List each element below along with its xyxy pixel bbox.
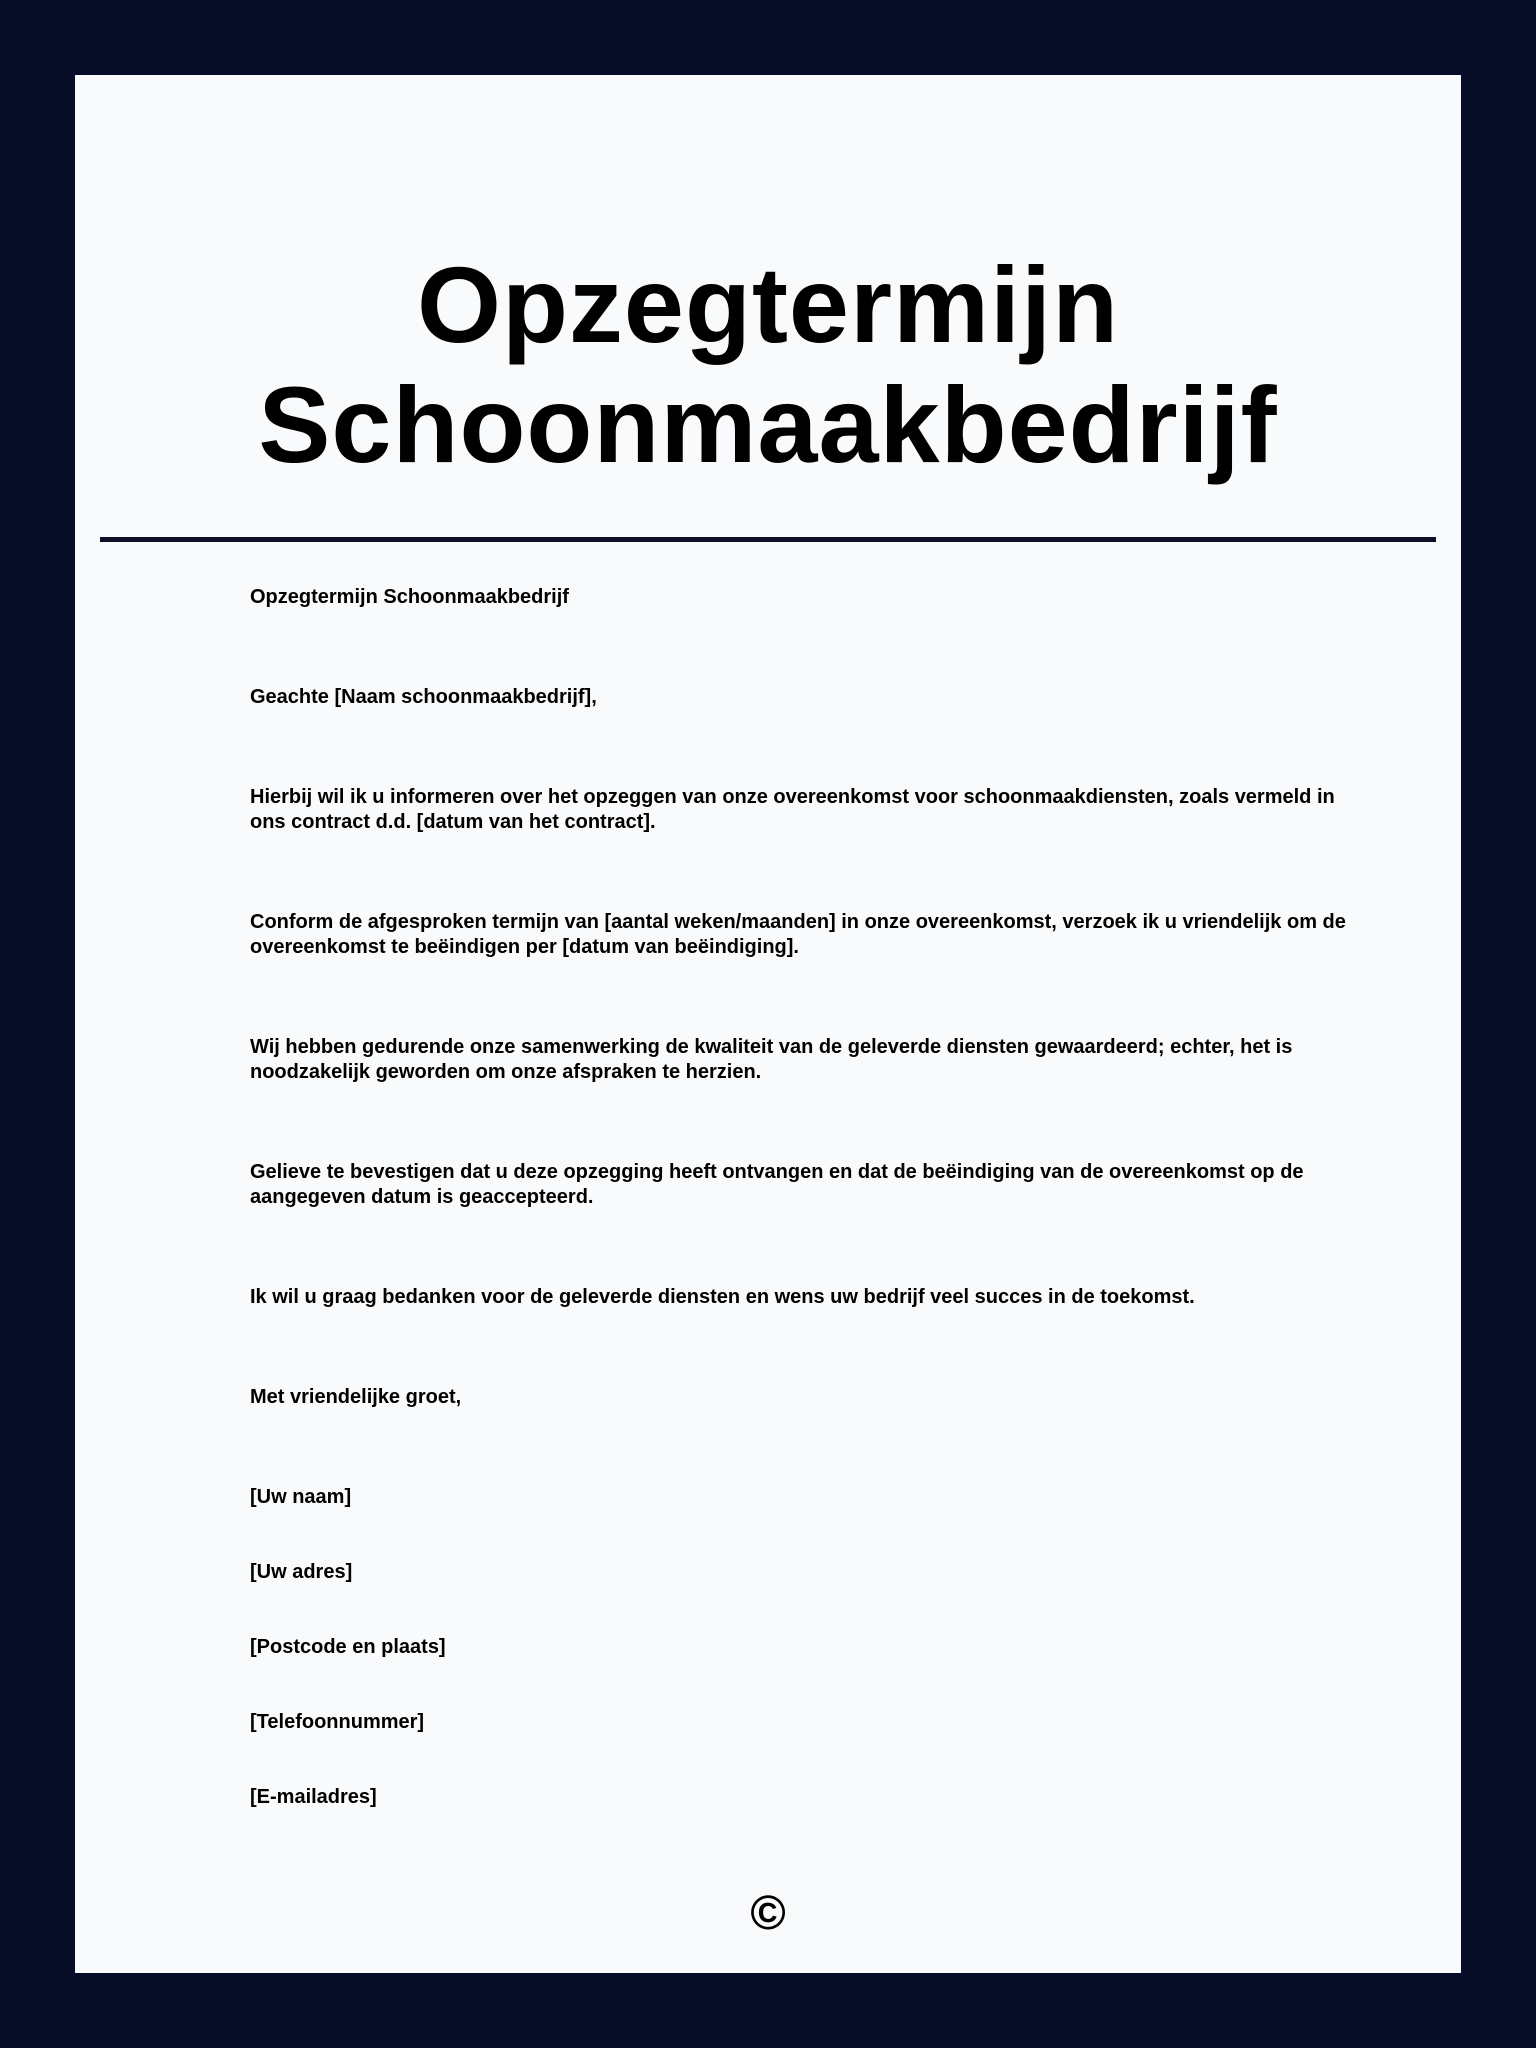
letter-salutation: Geachte [Naam schoonmaakbedrijf], — [250, 686, 597, 708]
title-line-1: Opzegtermijn — [416, 244, 1120, 365]
signature-email: [E-mailadres] — [250, 1786, 377, 1808]
page-title — [75, 245, 1461, 485]
signature-phone: [Telefoonnummer] — [250, 1711, 425, 1733]
signature-name: [Uw naam] — [250, 1486, 352, 1508]
letter-subject: Opzegtermijn Schoonmaakbedrijf — [250, 586, 569, 608]
letter-paragraph-3: Wij hebben gedurende onze samenwerking de kwaliteit van de geleverde diensten gewaardeerd; echter, het is noodzakelijk geworden om onze afspraken te herzien. — [250, 1036, 1293, 1083]
letter-page — [75, 75, 1461, 1973]
letter-paragraph-4: Gelieve te bevestigen dat u deze opzegging heeft ontvangen en dat de beëindiging van de overeenkomst op de aangegeven datum is geaccepteerd. — [250, 1161, 1304, 1208]
signature-postal-city: [Postcode en plaats] — [250, 1636, 446, 1658]
copyright-icon: © — [750, 1887, 786, 1940]
signature-address: [Uw adres] — [250, 1561, 353, 1583]
letter-paragraph-1: Hierbij wil ik u informeren over het opzeggen van onze overeenkomst voor schoonmaakdiensten, zoals vermeld in ons contract d.d. [datum van het contract]. — [250, 786, 1335, 833]
letter-paragraph-5: Ik wil u graag bedanken voor de geleverde diensten en wens uw bedrijf veel succes in de toekomst. — [250, 1286, 1195, 1308]
letter-closing: Met vriendelijke groet, — [250, 1386, 462, 1408]
letter-paragraph-2: Conform de afgesproken termijn van [aantal weken/maanden] in onze overeenkomst, verzoek ik u vriendelijk om de overeenkomst te beëindigen per [datum van beëindiging]. — [250, 911, 1346, 958]
title-divider — [100, 537, 1436, 542]
title-line-2: Schoonmaakbedrijf — [258, 364, 1278, 485]
